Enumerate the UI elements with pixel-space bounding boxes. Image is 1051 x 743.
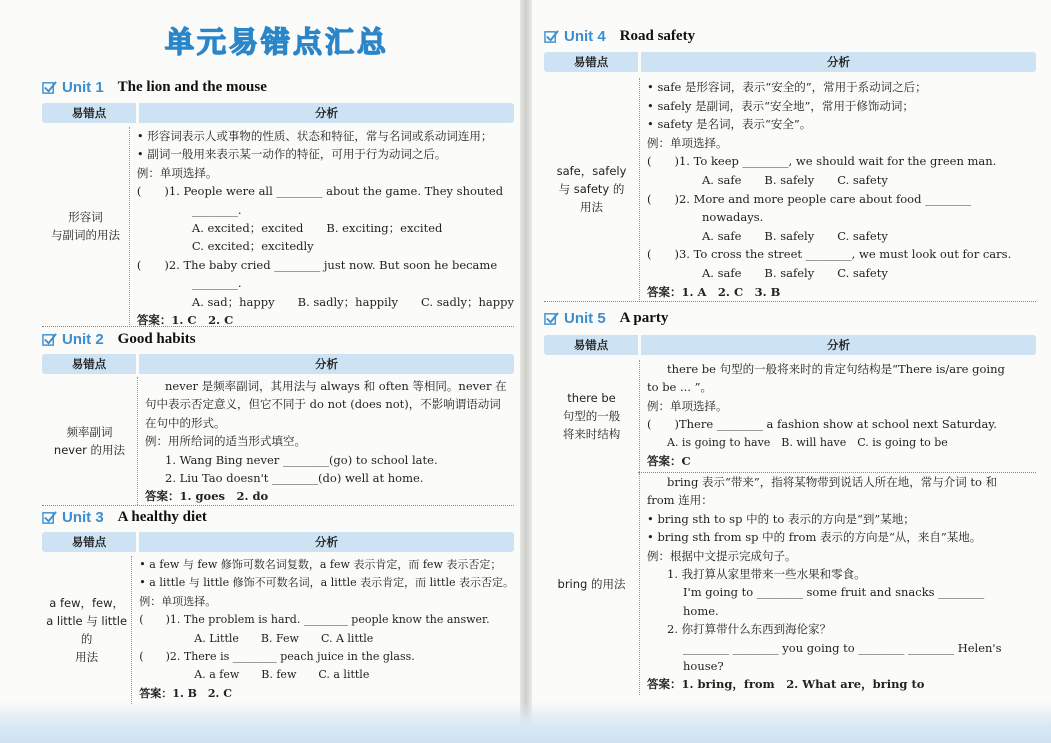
col-header-analysis: 分析	[641, 335, 1036, 355]
checkbox-icon	[42, 510, 57, 525]
question: ( )There ________ a fashion show at school next Saturday.	[647, 417, 997, 432]
error-point: safe，safely 与 safety 的 用法	[544, 78, 640, 300]
col-header-analysis: 分析	[139, 103, 514, 123]
unit-4-header	[544, 26, 695, 46]
error-point: a few，few， a little 与 little 的 用法	[42, 556, 132, 704]
unit-title: The lion and the mouse	[117, 78, 267, 95]
question: ( )2. There is ________ peach juice in the glass.	[139, 650, 415, 664]
table-header	[42, 354, 514, 374]
unit-4-row	[544, 78, 1036, 300]
error-point: 形容词 与副词的用法	[42, 127, 130, 325]
unit-number: Unit 2	[62, 330, 104, 348]
options: A. sad；happy B. sadly；happily C. sadly；happy	[191, 294, 514, 309]
table-header	[544, 335, 1036, 355]
example-heading: 例：单项选择。	[136, 165, 218, 180]
rule-line: • a few 与 few 修饰可数名词复数，a few 表示肯定，而 few 表示否定；	[139, 558, 502, 571]
col-header-analysis: 分析	[641, 52, 1036, 72]
rule-line: • safely 是副词，表示“安全地”，常用于修饰动词；	[647, 98, 914, 113]
left-page	[0, 0, 522, 743]
question: 1. 我打算从家里带来一些水果和零食。	[667, 567, 866, 582]
question-cont: ________.	[191, 202, 242, 217]
rule-line: • 形容词表示人或事物的性质、状态和特征，常与名词或系动词连用；	[136, 129, 493, 143]
analysis	[130, 127, 514, 328]
rule-line: bring 表示“带来”，指将某物带到说话人所在地，常与介词 to 和	[667, 475, 998, 489]
error-point: there be 句型的一般 将来时结构	[544, 360, 640, 472]
rule-line: never 是频率副词，其用法与 always 和 often 等相同。never 在	[165, 379, 507, 393]
rule-line: • 副词一般用来表示某一动作的特征，可用于行为动词之后。	[136, 147, 447, 162]
question: ( )3. To cross the street ________, we must look out for cars.	[647, 247, 1012, 262]
unit-3-row	[42, 556, 514, 704]
options: C. excited；excitedly	[191, 239, 314, 254]
table-header	[42, 103, 514, 123]
question-cont: ________.	[191, 276, 242, 291]
unit-5-row-bring	[544, 473, 1036, 695]
rule-line: • safety 是名词，表示“安全”。	[647, 117, 812, 132]
error-point: 频率副词 never 的用法	[42, 377, 138, 505]
question: 1. Wang Bing never ________(go) to school late.	[165, 452, 438, 467]
question: ( )1. People were all ________ about the game. They shouted	[136, 184, 504, 199]
answer: 答案：1. B 2. C	[139, 686, 232, 700]
options: A. safe B. safely C. safety	[702, 172, 888, 187]
rule-line: there be 句型的一般将来时的肯定句结构是“There is/are going	[667, 362, 1005, 376]
unit-number: Unit 3	[62, 508, 104, 526]
unit-2-header	[42, 329, 196, 349]
checkbox-icon	[42, 80, 57, 95]
divider	[42, 326, 514, 327]
example-heading: 例：用所给词的适当形式填空。	[145, 434, 306, 449]
checkbox-icon	[544, 29, 559, 44]
example-heading: 例：单项选择。	[647, 135, 728, 150]
table-header	[42, 532, 514, 552]
options: A. safe B. safely C. safety	[702, 265, 888, 280]
col-header-analysis: 分析	[139, 532, 514, 552]
analysis	[640, 78, 1036, 300]
unit-2-row	[42, 377, 514, 505]
options: A. a few B. few C. a little	[194, 668, 370, 682]
divider	[544, 301, 1036, 302]
col-header-analysis: 分析	[139, 354, 514, 374]
unit-number: Unit 4	[564, 27, 606, 45]
col-header-point: 易错点	[544, 52, 638, 72]
answer: 答案：1. bring，from 2. What are，bring to	[647, 677, 925, 692]
unit-1-row	[42, 127, 514, 328]
unit-5-header	[544, 308, 668, 328]
question-cont: ________ ________ you going to ________ ________ Helen's	[683, 640, 1002, 655]
unit-title: A healthy diet	[117, 508, 207, 525]
options: A. safe B. safely C. safety	[702, 228, 888, 243]
question-cont: home.	[683, 603, 719, 618]
analysis	[640, 473, 1036, 695]
analysis	[640, 360, 1036, 472]
unit-5-row-there-be	[544, 360, 1036, 472]
question-cont: nowadays.	[702, 210, 764, 225]
table-header	[544, 52, 1036, 72]
rule-line: 在句中的形式。	[145, 415, 226, 430]
example-heading: 例：单项选择。	[139, 594, 217, 608]
example-heading: 例：根据中文提示完成句子。	[647, 548, 797, 563]
unit-number: Unit 5	[564, 309, 606, 327]
unit-title: Road safety	[619, 27, 696, 44]
rule-line: from 连用：	[647, 493, 713, 508]
unit-title: A party	[619, 309, 669, 326]
unit-3-header	[42, 507, 207, 527]
col-header-point: 易错点	[42, 103, 136, 123]
divider	[42, 505, 514, 506]
rule-line: • bring sth to sp 中的 to 表示的方向是“到”某地；	[647, 511, 915, 526]
error-point: bring 的用法	[544, 473, 640, 695]
question: ( )1. To keep ________, we should wait for the green man.	[647, 154, 997, 169]
rule-line: • bring sth from sp 中的 from 表示的方向是“从，来自”某地。	[647, 530, 982, 545]
page-title: 单元易错点汇总	[165, 25, 390, 59]
unit-title: Good habits	[117, 330, 196, 347]
rule-line: • a little 与 little 修饰不可数名词，a little 表示肯定，而 little 表示否定。	[139, 576, 514, 590]
example-heading: 例：单项选择。	[647, 398, 728, 413]
right-page	[530, 0, 1051, 743]
question: ( )2. The baby cried ________ just now. But soon he became	[136, 257, 498, 272]
unit-number: Unit 1	[62, 78, 104, 96]
rule-line: 句中表示否定意义，但它不同于 do not (does not)，不影响谓语动词	[145, 397, 501, 412]
rule-line: • safe 是形容词，表示“安全的”，常用于系动词之后；	[647, 80, 927, 94]
answer: 答案：1. C 2. C	[136, 313, 234, 328]
checkbox-icon	[42, 332, 57, 347]
col-header-point: 易错点	[544, 335, 638, 355]
question-cont: I'm going to ________ some fruit and snacks ________	[683, 585, 985, 600]
question: ( )2. More and more people care about food ________	[647, 191, 972, 206]
options: A. excited；excited B. exciting；excited	[191, 221, 443, 236]
question: 2. 你打算带什么东西到海伦家？	[667, 622, 832, 637]
options: A. is going to have B. will have C. is going to be	[667, 435, 948, 449]
options: A. Little B. Few C. A little	[194, 631, 374, 645]
answer: 答案：1. A 2. C 3. B	[647, 284, 781, 299]
col-header-point: 易错点	[42, 354, 136, 374]
answer: 答案：C	[647, 454, 691, 469]
checkbox-icon	[544, 311, 559, 326]
answer: 答案：1. goes 2. do	[145, 489, 269, 504]
rule-line: to be ... ”。	[647, 380, 713, 395]
col-header-point: 易错点	[42, 532, 136, 552]
question: 2. Liu Tao doesn't ________(do) well at home.	[165, 471, 424, 486]
question-cont: house?	[683, 659, 724, 674]
unit-1-header	[42, 77, 267, 97]
analysis	[138, 377, 514, 505]
analysis	[132, 556, 514, 704]
question: ( )1. The problem is hard. ________ people know the answer.	[139, 613, 490, 627]
